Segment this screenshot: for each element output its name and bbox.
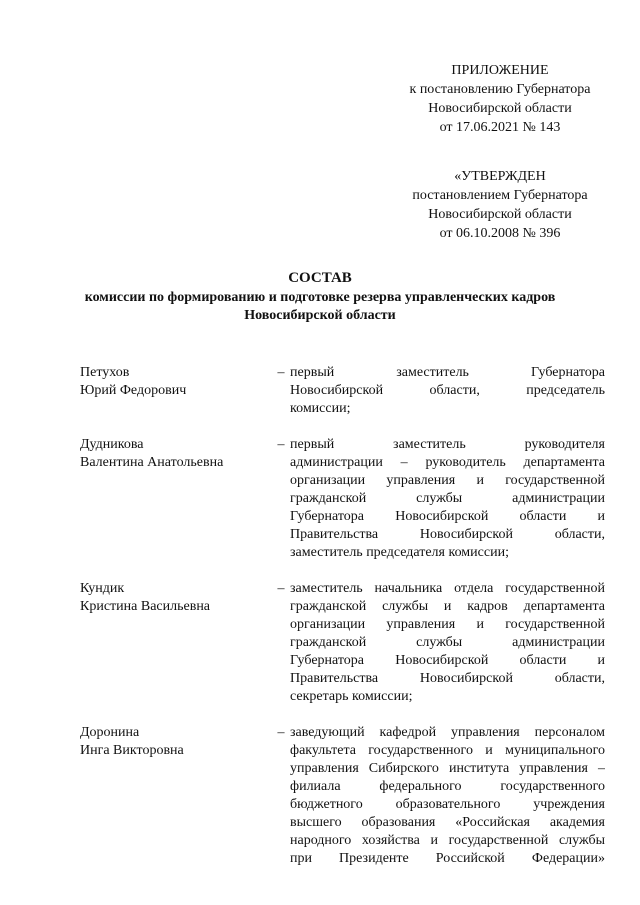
role-line: Губернатора Новосибирской области и	[290, 653, 605, 668]
role-line: заместитель председателя комиссии;	[290, 545, 509, 560]
members-list	[80, 364, 605, 886]
role-line: при Президенте Российской Федерации»	[290, 851, 605, 866]
member-surname: Петухов	[80, 365, 130, 380]
member-name	[80, 724, 272, 760]
member-dash: –	[277, 437, 285, 452]
member-surname: Доронина	[80, 725, 140, 740]
member-role	[290, 724, 605, 868]
approval-header	[360, 167, 640, 243]
role-line: первый заместитель руководителя	[290, 437, 605, 452]
role-line: факультета государственного и муниципального	[290, 743, 605, 758]
document-title: СОСТАВ	[288, 270, 352, 286]
role-line: администрации – руководитель департамента	[290, 455, 605, 470]
role-line: высшего образования «Российская академия	[290, 815, 605, 830]
member-given-names: Валентина Анатольевна	[80, 455, 224, 470]
role-line: управления Сибирского института управления –	[290, 761, 605, 776]
member-entry	[80, 364, 605, 418]
member-name	[80, 580, 272, 616]
member-entry	[80, 436, 605, 562]
role-line: организации управления и государственной	[290, 473, 605, 488]
member-given-names: Инга Викторовна	[80, 743, 184, 758]
approval-reference: постановлением Губернатора	[412, 188, 588, 203]
role-line: народного хозяйства и государственной службы	[290, 833, 605, 848]
appendix-label: ПРИЛОЖЕНИЕ	[451, 63, 549, 78]
role-line: гражданской службы администрации	[290, 491, 605, 506]
member-role	[290, 436, 605, 562]
member-name	[80, 364, 272, 400]
member-surname: Кундик	[80, 581, 125, 596]
member-given-names: Кристина Васильевна	[80, 599, 211, 614]
role-line: заведующий кафедрой управления персоналом	[290, 725, 605, 740]
member-role	[290, 364, 605, 418]
role-line: Губернатора Новосибирской области и	[290, 509, 605, 524]
appendix-date-number: от 17.06.2021 № 143	[439, 120, 561, 135]
role-line: заместитель начальника отдела государственной	[290, 581, 605, 596]
role-line: гражданской службы и кадров департамента	[290, 599, 605, 614]
member-role	[290, 580, 605, 706]
member-surname: Дудникова	[80, 437, 144, 452]
document-subtitle-line2: Новосибирской области	[244, 308, 396, 323]
role-line: секретарь комиссии;	[290, 689, 413, 704]
appendix-region: Новосибирской области	[428, 101, 572, 116]
approval-date-number: от 06.10.2008 № 396	[439, 226, 561, 241]
role-line: комиссии;	[290, 401, 351, 416]
member-given-names: Юрий Федорович	[80, 383, 187, 398]
role-line: Правительства Новосибирской области,	[290, 671, 605, 686]
member-entry	[80, 724, 605, 868]
approval-region: Новосибирской области	[428, 207, 572, 222]
member-entry	[80, 580, 605, 706]
document-subtitle-line1: комиссии по формированию и подготовке резерва управленческих кадров	[84, 290, 556, 305]
approval-label: «УТВЕРЖДЕН	[454, 169, 546, 184]
role-line: филиала федерального государственного	[290, 779, 605, 794]
member-dash: –	[277, 581, 285, 596]
member-dash: –	[277, 725, 285, 740]
member-name	[80, 436, 272, 472]
role-line: Новосибирской области, председатель	[290, 383, 605, 398]
role-line: бюджетного образовательного учреждения	[290, 797, 605, 812]
appendix-header	[360, 61, 640, 137]
appendix-reference: к постановлению Губернатора	[409, 82, 591, 97]
role-line: Правительства Новосибирской области,	[290, 527, 605, 542]
role-line: первый заместитель Губернатора	[290, 365, 605, 380]
member-dash: –	[277, 365, 285, 380]
role-line: гражданской службы администрации	[290, 635, 605, 650]
role-line: организации управления и государственной	[290, 617, 605, 632]
